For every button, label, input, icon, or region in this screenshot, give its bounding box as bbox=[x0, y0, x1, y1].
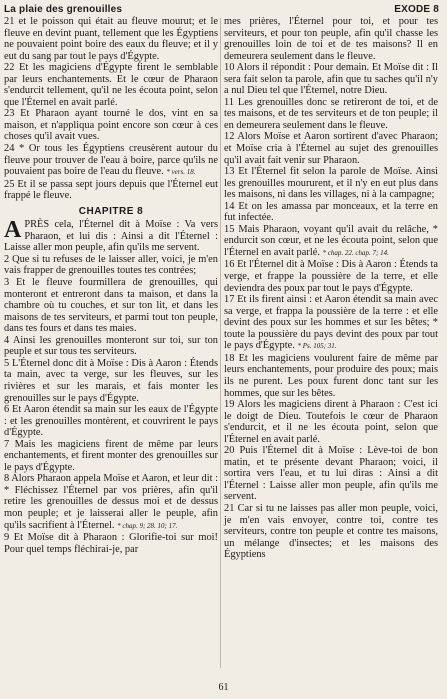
verse-12: 12 Alors Moïse et Aaron sortirent d'avec Pharaon; et Moïse cria à l'Éternel au sujet des grenouilles qu'il avait fait venir sur Pharaon. bbox=[224, 131, 438, 166]
verse-18: 18 Et les magiciens voulurent faire de même par leurs enchantements, pour produire des poux; mais ils ne purent. Les poux furent donc tant sur les hommes, que sur les bêtes. bbox=[224, 352, 438, 399]
verse-24-text: 24 * Or tous les Égyptiens creusèrent autour du fleuve pour trouver de l'eau à boire, parce qu'ils ne pouvaient pas boire de l'eau du fleuve. bbox=[4, 143, 218, 178]
chapter-heading: CHAPITRE 8 bbox=[78, 205, 144, 217]
verse-11: 11 Les grenouilles donc se retireront de toi, et de tes maisons, et de tes serviteurs et de ton peuple; il en demeurera seulement dans le fleuve. bbox=[224, 96, 438, 131]
verse-2: 2 Que si tu refuses de le laisser aller, voici, je m'en vais frapper de grenouilles toutes tes contrées; bbox=[4, 253, 218, 277]
verse-5: 5 L'Éternel donc dit à Moïse : Dis à Aaron : Étends ta main, avec ta verge, sur les fleuves, sur les rivières et sur les marais, et fais monter les grenouilles sur le pays d'Égypte. bbox=[4, 357, 218, 404]
verse-19: 19 Alors les magiciens dirent à Pharaon : C'est ici le doigt de Dieu. Toutefois le cœur de Pharaon s'endurcit, et il ne les écouta point, selon que l'Éternel en avait parlé. bbox=[224, 399, 438, 445]
verse-6: 6 Et Aaron étendit sa main sur les eaux de l'Égypte : et les grenouilles montèrent, et couvrirent le pays d'Égypte. bbox=[4, 404, 218, 439]
running-head-left: La plaie des grenouilles bbox=[4, 4, 123, 15]
verse-21: 21 Car si tu ne laisses pas aller mon peuple, voici, je m'en vais envoyer, contre toi, contre tes serviteurs, contre ton peuple et contre tes maisons, un mélange d'insectes; et les maisons des Égyptiens bbox=[224, 502, 438, 561]
verse-24 bbox=[4, 143, 218, 179]
verse-9: 9 Et Moïse dit à Pharaon : Glorifie-toi sur moi! Pour quel temps fléchirai-je, par bbox=[4, 532, 218, 555]
column-divider bbox=[220, 18, 221, 668]
cross-reference: * chap. 9; 28. 10; 17. bbox=[117, 521, 178, 530]
verse-3: 3 Et le fleuve fourmillera de grenouilles, qui monteront et entreront dans ta maison, et dans la chambre où tu couches, et sur ton lit, et dans les maisons de tes serviteurs, et parmi tout ton peuple, dans tes fours et dans tes maies. bbox=[4, 277, 218, 335]
verse-15-text: 15 Mais Pharaon, voyant qu'il avait du relâche, * endurcit son cœur, et ne les écouta point, selon que l'Éternel en avait parlé. bbox=[224, 223, 438, 258]
verse-23: 23 Et Pharaon ayant tourné le dos, vint en sa maison, et n'appliqua point encore son cœur à ces choses qu'il avait vues. bbox=[4, 108, 218, 143]
verse-20: 20 Puis l'Éternel dit à Moïse : Lève-toi de bon matin, et te présente devant Pharaon; voici, il sortira vers l'eau, et tu lui diras : Ainsi a dit l'Éternel : Laisse aller mon peuple, afin qu'ils me servent. bbox=[224, 445, 438, 503]
verse-15 bbox=[224, 224, 438, 260]
verse-17-text: 17 Et ils firent ainsi : et Aaron étendit sa main avec sa verge, et frappa la poussière de la terre : et elle devint des poux sur les hommes et sur les bêtes; * toute la poussière du pays devint des poux par tout le pays d'Égypte. bbox=[224, 294, 438, 352]
verse-25: 25 Et il se passa sept jours depuis que l'Éternel eut frappé le fleuve. bbox=[4, 178, 218, 202]
verse-8-text: 8 Alors Pharaon appela Moïse et Aaron, et leur dit : * Fléchissez l'Éternel par vos prières, afin qu'il retire les grenouilles de dessus moi et de dessus mon peuple; et je laisserai aller le peuple, afin qu'ils sacrifient à l'Éternel. bbox=[4, 473, 218, 531]
verse-9-continued: mes prières, l'Éternel pour toi, et pour tes serviteurs, et pour ton peuple, afin qu'il chasse les grenouilles loin de toi et de tes maisons? Il en demeurera seulement dans le fleuve. bbox=[224, 16, 438, 62]
verse-8 bbox=[4, 473, 218, 532]
left-column bbox=[4, 16, 218, 555]
drop-cap: A bbox=[4, 217, 22, 244]
page-number: 61 bbox=[218, 682, 229, 693]
cross-reference: * chap. 22. chap. 7; 14. bbox=[322, 248, 389, 257]
cross-reference: * vers. 18. bbox=[166, 168, 196, 177]
verse-16: 16 Et l'Éternel dit à Moïse : Dis à Aaron : Étends ta verge, et frappe la poussière de la terre, et elle deviendra des poux par tout le pays d'Égypte. bbox=[224, 259, 438, 294]
verse-14: 14 Et on les amassa par monceaux, et la terre en fut infectée. bbox=[224, 200, 438, 224]
verse-22: 22 Et les magiciens d'Égypte firent le semblable par leurs enchantements. Et le cœur de Pharaon s'endurcit tellement, qu'il ne les écouta point, selon que l'Éternel en avait parlé. bbox=[4, 62, 218, 108]
verse-1-text: PRÈS cela, l'Éternel dit à Moïse : Va vers Pharaon, et lui dis : Ainsi a dit l'Éternel : Laisse aller mon peuple, afin qu'ils me servent. bbox=[4, 219, 218, 254]
cross-reference: * Ps. 105; 31. bbox=[297, 342, 337, 351]
right-column bbox=[224, 16, 438, 561]
verse-10: 10 Alors il répondit : Pour demain. Et Moïse dit : Il sera fait selon ta parole, afin que tu saches qu'il n'y a nul Dieu tel que l'Éternel, notre Dieu. bbox=[224, 62, 438, 97]
chapter-8-verse-1 bbox=[4, 219, 218, 254]
verse-21: 21 et le poisson qui était au fleuve mourut; et le fleuve en devint puant, tellement que les Égyptiens ne pouvaient point boire des eaux du fleuve; et il y eut du sang par tout le pays d'Égypte. bbox=[4, 16, 218, 62]
running-head-right: EXODE 8 bbox=[394, 4, 439, 15]
verse-4: 4 Ainsi les grenouilles monteront sur toi, sur ton peuple et sur tous tes serviteurs. bbox=[4, 334, 218, 358]
verse-13: 13 Et l'Éternel fit selon la parole de Moïse. Ainsi les grenouilles moururent, et il n'y en eut plus dans les maisons, ni dans les villages, ni à la campagne; bbox=[224, 166, 438, 201]
verse-7: 7 Mais les magiciens firent de même par leurs enchantements, et firent monter des grenouilles sur le pays d'Égypte. bbox=[4, 438, 218, 473]
verse-17 bbox=[224, 294, 438, 353]
